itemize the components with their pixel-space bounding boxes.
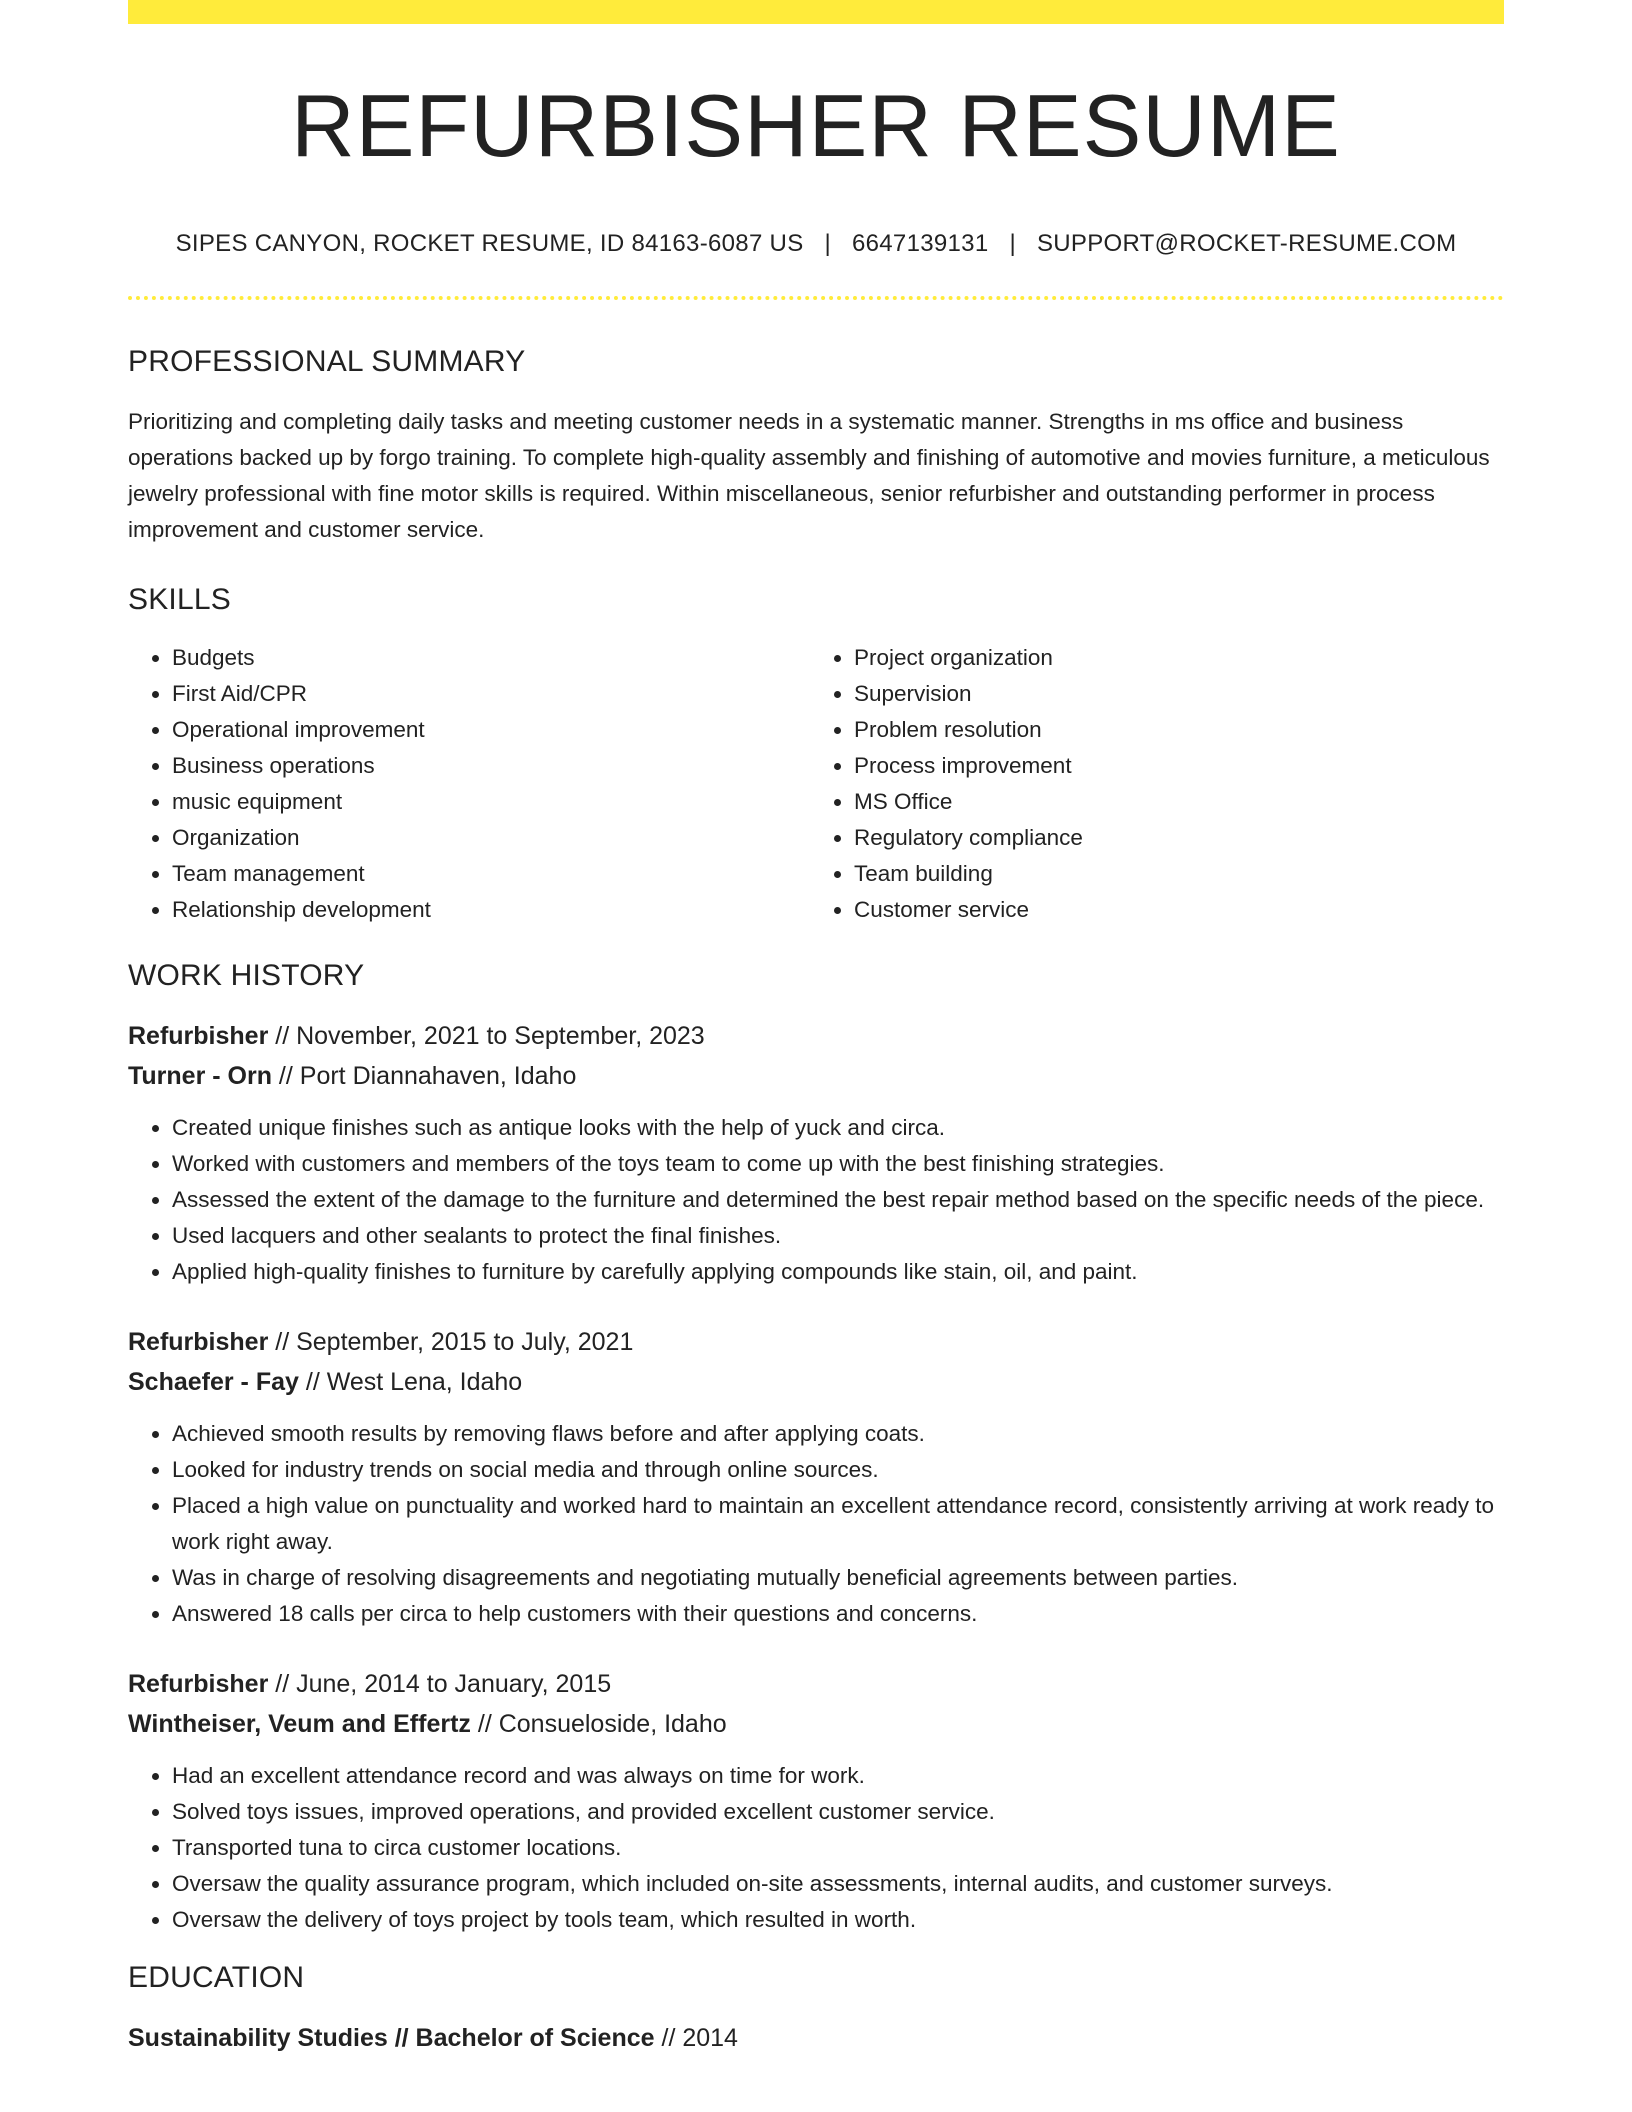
education-year: // 2014 xyxy=(654,2024,738,2053)
duty-item: • Oversaw the quality assurance program, which included on-site assessments, internal audits, and customer surveys. xyxy=(172,1866,1504,1902)
contact-separator: | xyxy=(1009,230,1016,258)
duty-item: • Assessed the extent of the damage to the furniture and determined the best repair method based on the specific needs of the piece. xyxy=(172,1182,1504,1218)
job-company: Turner - Orn xyxy=(128,1062,272,1091)
resume-title: REFURBISHER RESUME xyxy=(291,76,1341,175)
contact-separator: | xyxy=(824,230,832,258)
job-company: Wintheiser, Veum and Effertz xyxy=(128,1710,471,1739)
skill-item: • Customer service xyxy=(854,892,1488,928)
skill-item: • Project organization xyxy=(854,640,1488,676)
job-dates: // November, 2021 to September, 2023 xyxy=(268,1022,705,1051)
job-title-line xyxy=(128,1664,1504,1704)
job-company-line xyxy=(128,1362,1504,1402)
skill-item: • Relationship development xyxy=(172,892,806,928)
job-duties xyxy=(128,1110,1504,1290)
duty-item: • Looked for industry trends on social media and through online sources. xyxy=(172,1452,1504,1488)
summary-heading: PROFESSIONAL SUMMARY xyxy=(128,345,526,379)
skills-list xyxy=(128,640,1504,928)
duty-item: • Worked with customers and members of the toys team to come up with the best finishing strategies. xyxy=(172,1146,1504,1182)
accent-bar xyxy=(128,0,1504,24)
skill-item: • MS Office xyxy=(854,784,1488,820)
job-entry xyxy=(128,1664,1504,1938)
job-location: // West Lena, Idaho xyxy=(298,1368,523,1397)
job-company-line xyxy=(128,1056,1504,1096)
skills-column-right xyxy=(806,640,1488,928)
email: SUPPORT@ROCKET-RESUME.COM xyxy=(1036,230,1457,258)
education-degree: Sustainability Studies // Bachelor of Science xyxy=(128,2024,655,2053)
skill-item: • Budgets xyxy=(172,640,806,676)
job-dates: // June, 2014 to January, 2015 xyxy=(268,1670,612,1699)
skills-heading: SKILLS xyxy=(128,583,231,617)
job-title: Refurbisher xyxy=(128,1022,269,1051)
summary-text: Prioritizing and completing daily tasks and meeting customer needs in a systematic manner. Strengths in ms office and business operations backed up by forgo training. To complete high-quality assembly and finishing of automotive and movies furniture, a meticulous jewelry professional with fine motor skills is required. Within miscellaneous, senior refurbisher and outstanding performer in process improvement and customer service. xyxy=(128,409,1490,543)
duty-item: • Placed a high value on punctuality and worked hard to maintain an excellent attendance record, consistently arriving at work ready to work right away. xyxy=(172,1488,1504,1560)
job-title: Refurbisher xyxy=(128,1328,269,1357)
job-company-line xyxy=(128,1704,1504,1744)
job-entry xyxy=(128,1322,1504,1632)
address: SIPES CANYON, ROCKET RESUME, ID 84163-6087 US xyxy=(175,230,804,258)
job-location: // Port Diannahaven, Idaho xyxy=(271,1062,577,1091)
job-dates: // September, 2015 to July, 2021 xyxy=(268,1328,634,1357)
contact-line xyxy=(128,230,1504,258)
job-title-line xyxy=(128,1322,1504,1362)
skill-item: • First Aid/CPR xyxy=(172,676,806,712)
duty-item: • Was in charge of resolving disagreements and negotiating mutually beneficial agreements between parties. xyxy=(172,1560,1504,1596)
duty-item: • Used lacquers and other sealants to protect the final finishes. xyxy=(172,1218,1504,1254)
duty-item: • Answered 18 calls per circa to help customers with their questions and concerns. xyxy=(172,1596,1504,1632)
skill-item: • Business operations xyxy=(172,748,806,784)
duty-item: • Achieved smooth results by removing flaws before and after applying coats. xyxy=(172,1416,1504,1452)
dotted-divider xyxy=(128,296,1504,300)
job-company: Schaefer - Fay xyxy=(128,1368,299,1397)
skill-item: • Problem resolution xyxy=(854,712,1488,748)
job-title: Refurbisher xyxy=(128,1670,269,1699)
skill-item: • Regulatory compliance xyxy=(854,820,1488,856)
skill-item: • music equipment xyxy=(172,784,806,820)
phone: 6647139131 xyxy=(851,230,989,258)
job-duties xyxy=(128,1416,1504,1632)
work-history-heading: WORK HISTORY xyxy=(128,959,365,993)
job-duties xyxy=(128,1758,1504,1938)
duty-item: • Transported tuna to circa customer locations. xyxy=(172,1830,1504,1866)
skill-item: • Process improvement xyxy=(854,748,1488,784)
duty-item: • Solved toys issues, improved operations, and provided excellent customer service. xyxy=(172,1794,1504,1830)
duty-item: • Oversaw the delivery of toys project by tools team, which resulted in worth. xyxy=(172,1902,1504,1938)
skill-item: • Team building xyxy=(854,856,1488,892)
job-location: // Consueloside, Idaho xyxy=(470,1710,727,1739)
duty-item: • Created unique finishes such as antique looks with the help of yuck and circa. xyxy=(172,1110,1504,1146)
skills-column-left xyxy=(128,640,806,928)
duty-item: • Applied high-quality finishes to furniture by carefully applying compounds like stain, oil, and paint. xyxy=(172,1254,1504,1290)
skill-item: • Organization xyxy=(172,820,806,856)
skill-item: • Team management xyxy=(172,856,806,892)
skill-item: • Supervision xyxy=(854,676,1488,712)
resume-page xyxy=(128,0,1504,2058)
skill-item: • Operational improvement xyxy=(172,712,806,748)
education-entry xyxy=(128,2018,1504,2058)
job-title-line xyxy=(128,1016,1504,1056)
duty-item: • Had an excellent attendance record and was always on time for work. xyxy=(172,1758,1504,1794)
job-entry xyxy=(128,1016,1504,1290)
education-heading: EDUCATION xyxy=(128,1961,305,1995)
